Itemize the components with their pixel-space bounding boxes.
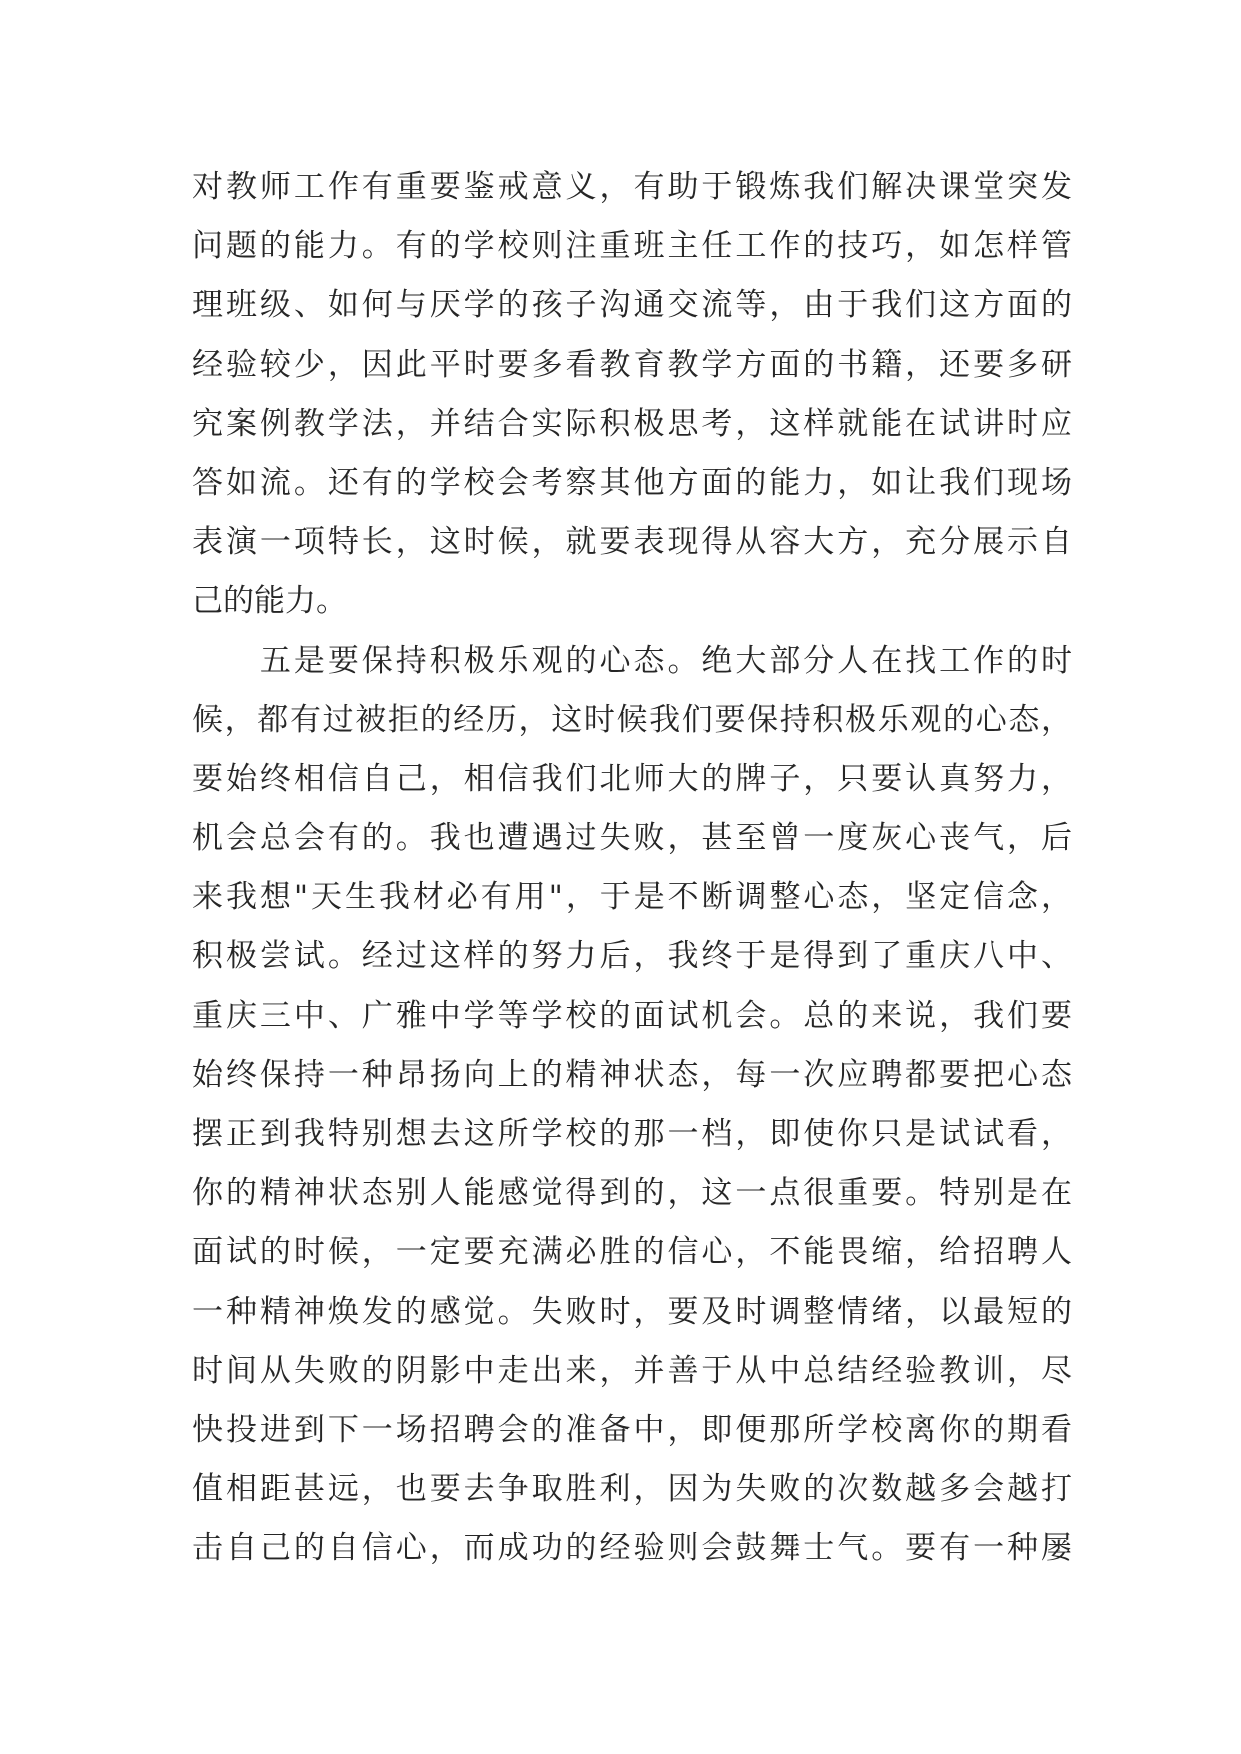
text-line: 一种精神焕发的感觉。失败时，要及时调整情绪，以最短的 xyxy=(192,1293,1072,1330)
body-text xyxy=(192,158,1072,1579)
text-line: 答如流。还有的学校会考察其他方面的能力，如让我们现场 xyxy=(192,464,1072,501)
text-line: 经验较少，因此平时要多看教育教学方面的书籍，还要多研 xyxy=(192,346,1072,383)
text-line-paragraph-start: 五是要保持积极乐观的心态。绝大部分人在找工作的时 xyxy=(192,642,1072,679)
text-line: 对教师工作有重要鉴戒意义，有助于锻炼我们解决课堂突发 xyxy=(192,169,1072,205)
text-line: 理班级、如何与厌学的孩子沟通交流等，由于我们这方面的 xyxy=(192,287,1072,324)
text-line: 问题的能力。有的学校则注重班主任工作的技巧，如怎样管 xyxy=(192,228,1072,265)
text-line: 你的精神状态别人能感觉得到的，这一点很重要。特别是在 xyxy=(192,1175,1072,1212)
text-line: 面试的时候，一定要充满必胜的信心，不能畏缩，给招聘人 xyxy=(192,1234,1072,1271)
text-line: 积极尝试。经过这样的努力后，我终于是得到了重庆八中、 xyxy=(192,938,1072,975)
text-line: 值相距甚远，也要去争取胜利，因为失败的次数越多会越打 xyxy=(192,1471,1072,1508)
text-line-paragraph-end: 己的能力。 xyxy=(192,583,347,620)
text-line: 来我想"天生我材必有用"，于是不断调整心态，坚定信念， xyxy=(192,879,1072,916)
text-line: 表演一项特长，这时候，就要表现得从容大方，充分展示自 xyxy=(192,524,1072,561)
text-line: 重庆三中、广雅中学等学校的面试机会。总的来说，我们要 xyxy=(192,997,1072,1034)
text-line: 究案例教学法，并结合实际积极思考，这样就能在试讲时应 xyxy=(192,405,1072,442)
text-line: 要始终相信自己，相信我们北师大的牌子，只要认真努力， xyxy=(192,760,1072,797)
text-line: 机会总会有的。我也遭遇过失败，甚至曾一度灰心丧气，后 xyxy=(192,820,1072,857)
text-line: 摆正到我特别想去这所学校的那一档，即使你只是试试看， xyxy=(192,1116,1072,1152)
text-line: 候，都有过被拒的经历，这时候我们要保持积极乐观的心态， xyxy=(192,701,1072,738)
text-line: 始终保持一种昂扬向上的精神状态，每一次应聘都要把心态 xyxy=(192,1056,1072,1093)
text-line: 快投进到下一场招聘会的准备中，即便那所学校离你的期看 xyxy=(192,1411,1072,1448)
text-line: 击自己的自信心，而成功的经验则会鼓舞士气。要有一种屡 xyxy=(192,1530,1072,1567)
text-line: 时间从失败的阴影中走出来，并善于从中总结经验教训，尽 xyxy=(192,1352,1072,1389)
